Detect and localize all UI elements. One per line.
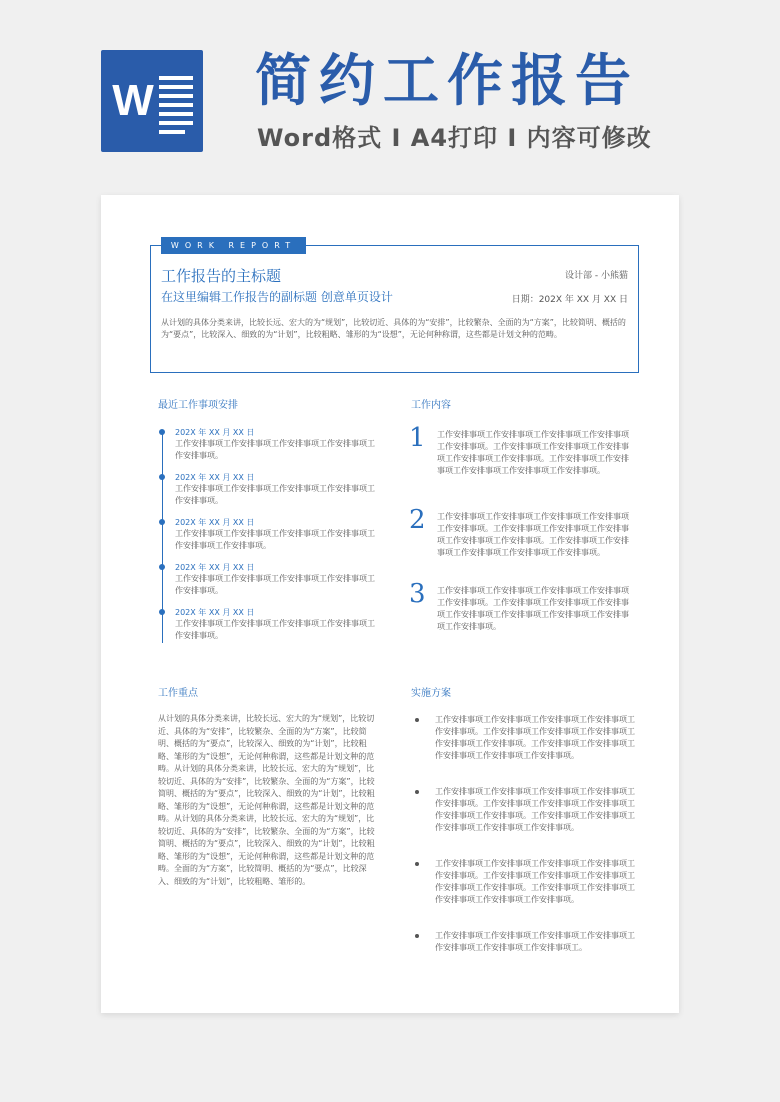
- plan-item-text: 工作安排事项工作安排事项工作安排事项工作安排事项工作安排事项工作安排事项工作安排事项工。: [435, 931, 635, 952]
- word-icon: [101, 50, 203, 152]
- report-department: 设计部 - 小熊猫: [565, 271, 628, 281]
- bullet-icon: [415, 862, 419, 866]
- plan-item-text: 工作安排事项工作安排事项工作安排事项工作安排事项工作安排事项。工作安排事项工作安排事项工作安排事项工作安排事项工作安排事项。工作安排事项工作安排事项工作安排事项工作安排事项工作安排事项。: [435, 715, 635, 760]
- bullet-icon: [415, 934, 419, 938]
- timeline-dot-icon: [159, 564, 165, 570]
- report-sub-title: 在这里编辑工作报告的副标题 创意单页设计: [161, 290, 393, 304]
- content-item-text: 工作安排事项工作安排事项工作安排事项工作安排事项工作安排事项。工作安排事项工作安排事项工作安排事项工作安排事项工作安排事项。工作安排事项工作安排事项工作安排事项工作安排事项工作安排事项。: [437, 512, 629, 557]
- content-item-text: 工作安排事项工作安排事项工作安排事项工作安排事项工作安排事项。工作安排事项工作安排事项工作安排事项工作安排事项工作安排事项工作安排事项工作安排事项工作安排事项。: [437, 586, 629, 631]
- work-report-tag: WORK REPORT: [161, 237, 306, 254]
- timeline-dot-icon: [159, 609, 165, 615]
- page-header: [0, 0, 780, 195]
- timeline-text: 工作安排事项工作安排事项工作安排事项工作安排事项工作安排事项工作安排事项。: [175, 529, 375, 550]
- timeline-text: 工作安排事项工作安排事项工作安排事项工作安排事项工作安排事项。: [175, 574, 375, 595]
- recent-timeline: [161, 427, 376, 645]
- content-item-number: 2: [409, 505, 426, 535]
- content-item-text: 工作安排事项工作安排事项工作安排事项工作安排事项工作安排事项。工作安排事项工作安排事项工作安排事项工作安排事项工作安排事项。工作安排事项工作安排事项工作安排事项工作安排事项工作安排事项。: [437, 430, 629, 475]
- timeline-dot-icon: [159, 474, 165, 480]
- timeline-date: 202X 年 XX 月 XX 日: [175, 563, 255, 572]
- focus-section-title: 工作重点: [158, 688, 198, 699]
- timeline-text: 工作安排事项工作安排事项工作安排事项工作安排事项工作安排事项。: [175, 484, 375, 505]
- timeline-date: 202X 年 XX 月 XX 日: [175, 608, 255, 617]
- timeline-text: 工作安排事项工作安排事项工作安排事项工作安排事项工作安排事项。: [175, 619, 375, 640]
- content-item-number: 1: [409, 423, 426, 453]
- report-date: 日期：202X 年 XX 月 XX 日: [511, 295, 628, 305]
- plan-item-text: 工作安排事项工作安排事项工作安排事项工作安排事项工作安排事项。工作安排事项工作安排事项工作安排事项工作安排事项工作安排事项。工作安排事项工作安排事项工作安排事项工作安排事项工作安排事项。: [435, 787, 635, 832]
- bullet-icon: [415, 790, 419, 794]
- content-section-title: 工作内容: [411, 400, 451, 411]
- bullet-icon: [415, 718, 419, 722]
- timeline-date: 202X 年 XX 月 XX 日: [175, 473, 255, 482]
- report-main-title: 工作报告的主标题: [161, 267, 282, 285]
- plan-item-text: 工作安排事项工作安排事项工作安排事项工作安排事项工作安排事项。工作安排事项工作安排事项工作安排事项工作安排事项工作安排事项。工作安排事项工作安排事项工作安排事项工作安排事项工作安排事项。: [435, 859, 635, 904]
- page-subtitle: Word格式 I A4打印 I 内容可修改: [257, 124, 652, 152]
- timeline-date: 202X 年 XX 月 XX 日: [175, 518, 255, 527]
- timeline-dot-icon: [159, 429, 165, 435]
- document-lines-icon: [159, 76, 193, 139]
- document-page: [101, 195, 679, 1013]
- recent-section-title: 最近工作事项安排: [158, 400, 238, 411]
- report-header-box: [150, 241, 639, 373]
- plan-section-title: 实施方案: [411, 688, 451, 699]
- report-intro: 从计划的具体分类来讲，比较长远、宏大的为“规划”，比较切近、具体的为“安排”，比较繁杂、全面的为“方案”，比较简明、概括的为“要点”，比较深入、细致的为“计划”，比较粗略、雏形的为“设想”，无论何种称谓，这些都是计划文种的范畴。: [161, 318, 626, 339]
- page-title: 简约工作报告: [255, 49, 639, 114]
- word-logo-letter: W: [112, 76, 154, 125]
- timeline-dot-icon: [159, 519, 165, 525]
- focus-text: 从计划的具体分类来讲，比较长远、宏大的为“规划”，比较切近、具体的为“安排”，比较繁杂、全面的为“方案”，比较简明、概括的为“要点”，比较深入、细致的为“计划”，比较粗略、雏形的为“设想”，无论何种称谓，这些都是计划文种的范畴。从计划的具体分类来讲，比较长远、宏大的为“规划”，比较切近、具体的为“安排”，比较繁杂、全面的为“方案”，比较简明、概括的为“要点”，比较深入、细致的为“计划”，比较粗略、雏形的为“设想”，无论何种称谓，这些都是计划文种的范畴。从计划的具体分类来讲，比较长远、宏大的为“规划”，比较切近、具体的为“安排”，比较繁杂、全面的为“方案”，比较简明、概括的为“要点”，比较深入、细致的为“计划”，比较粗略、雏形的为“设想”，无论何种称谓，这些都是计划文种的范畴。全面的为“方案”，比较简明、概括的为“要点”，比较深入、细致的为“计划”，比较粗略、雏形的。: [158, 714, 375, 886]
- timeline-text: 工作安排事项工作安排事项工作安排事项工作安排事项工作安排事项。: [175, 439, 375, 460]
- content-item-number: 3: [409, 579, 426, 609]
- timeline-date: 202X 年 XX 月 XX 日: [175, 428, 255, 437]
